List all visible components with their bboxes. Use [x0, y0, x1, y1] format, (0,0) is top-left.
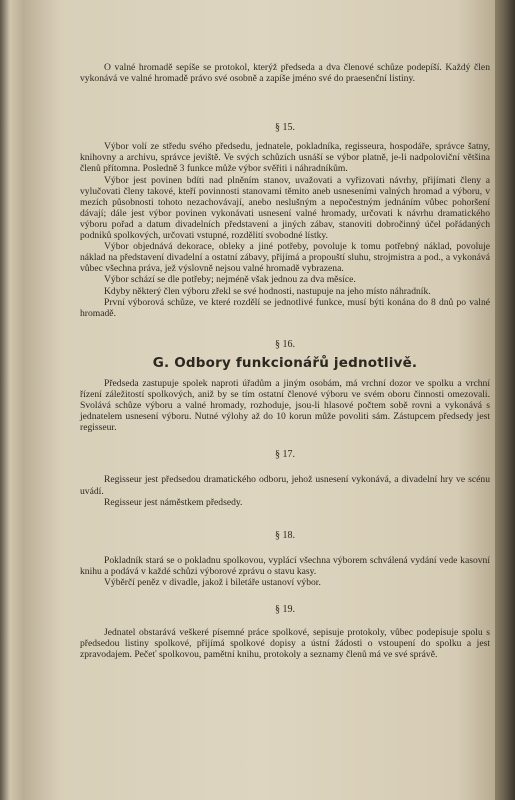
page-text: [80, 62, 490, 660]
section-15-paragraph-1: Výbor volí ze středu svého předsedu, jednatele, pokladníka, regisseura, hospodáře, správce šatny, knihovny a archivu, správce jeviště. Ve svých schůzích usnáší se výbor platně, je-li nadpoloviční většina členů přítomna. Posledně 3 funkce může výbor svěřiti i náhradníkům.: [80, 141, 490, 175]
section-18-paragraph-1: Pokladník stará se o pokladnu spolkovou, vyplácí všechna výborem schválená vydání vede kasovní knihu a podává v každé schůzi výborové zprávu o stavu kasy.: [80, 554, 490, 577]
section-19-label: § 19.: [275, 604, 295, 616]
section-16-paragraph-1: Předseda zastupuje spolek naproti úřadům a jiným osobám, má vrchní dozor ve spolku a vrchní řízení záležitostí spolkových, aniž by se tím ostatní členové výboru ve svém oboru činnosti omezovali. Svolává schůze výboru a valné hromady, rozhoduje, jsou-li hlasové počtem sobě rovni a vykonává s jednatelem usnesení výboru. Nutné výlohy až do 10 korun může povoliti sám. Zástupcem předsedy jest regisseur.: [80, 377, 490, 434]
section-15-paragraph-6: První výborová schůze, ve které rozdělí se jednotlivé funkce, musí býti konána do 8 dnů po valné hromadě.: [80, 296, 490, 319]
section-18-label: § 18.: [275, 529, 295, 541]
section-17-paragraph-1: Regisseur jest předsedou dramatického odboru, jehož usnesení vykonává, a divadelní hry ve scénu uvádí.: [80, 474, 490, 497]
adjacent-page-edge: [0, 0, 22, 800]
section-17-paragraph-2: Regisseur jest náměstkem předsedy.: [104, 496, 243, 508]
section-heading: G. Odbory funkcionářů jednotlivě.: [152, 354, 418, 371]
intro-paragraph: O valné hromadě sepíše se protokol, kterýž předseda a dva členové schůze podepíší. Každý člen vykonává ve valné hromadě právo své osobně a zapíše jméno své do praesenční listiny.: [80, 62, 490, 85]
section-15-paragraph-2: Výbor jest povinen bdíti nad plněním stanov, uvažovati a vyřizovati návrhy, přijímati členy a vylučovati členy takové, kteří povinnosti stanovami těmito aneb usneseními valných hromad a výboru, v mezích působnosti tohoto nezachovávají, anebo neslušným a nepočestným jednáním vůbec pohoršení dávají; dále jest výbor povinen vykonávati usnesení valné hromady, určovati k návrhu dramatického výboru pořad a datum divadelních představení a jiných zábav, stanoviti dobročinný účel pořádaných podniků spolkových, určovati vstupné, rozdělití svobodné lístky.: [80, 174, 490, 242]
section-15-paragraph-3: Výbor objednává dekorace, obleky a jiné potřeby, povoluje k tomu potřebný náklad, povoluje náklad na představení divadelní a ostatní zábavy, přijímá a propouští sluhu, strojmistra a pod., a vykonává vůbec všechna práva, jež výslovně nejsou valné hromadě vybrazena.: [80, 241, 490, 275]
section-15-paragraph-5: Kdyby některý člen výboru zřekl se své hodnosti, nastupuje na jeho místo náhradník.: [104, 285, 431, 297]
section-17-label: § 17.: [275, 449, 295, 461]
section-15-paragraph-4: Výbor schází se dle potřeby; nejméně však jednou za dva měsíce.: [104, 274, 356, 286]
section-15-label: § 15.: [275, 122, 295, 134]
section-19-paragraph-1: Jednatel obstarává veškeré písemné práce spolkové, sepisuje protokoly, vůbec podepisuje spolu s předsedou listiny spolkové, přijímá spolkové dopisy a ústní žádosti o vstoupení do spolku a jest zpravodajem. Pečeť spolkovou, pamětní knihu, protokoly a seznamy členů má ve své správě.: [80, 627, 490, 661]
book-page: [22, 0, 495, 800]
section-16-label: § 16.: [275, 338, 295, 350]
book-cover-edge: [495, 0, 515, 800]
section-18-paragraph-2: Výběrčí peněz v divadle, jakož i biletáře ustanoví výbor.: [104, 577, 321, 588]
